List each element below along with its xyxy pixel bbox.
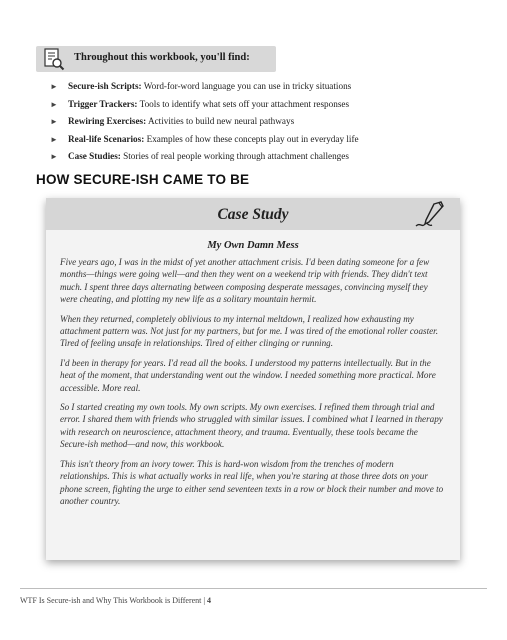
page-footer — [20, 596, 211, 605]
bullet-arrow-icon: ► — [50, 117, 58, 127]
feature-description: Word-for-word language you can use in tricky situations — [141, 81, 352, 91]
feature-term: Trigger Trackers: — [68, 98, 138, 109]
feature-term: Rewiring Exercises: — [68, 116, 147, 127]
case-study-label: Case Study — [217, 206, 289, 223]
bullet-arrow-icon: ► — [50, 99, 58, 109]
bullet-arrow-icon: ► — [50, 152, 58, 162]
bullet-arrow-icon: ► — [50, 134, 58, 144]
story-body — [60, 256, 444, 514]
feature-description: Examples of how these concepts play out in everyday life — [144, 133, 359, 144]
pencil-writing-icon — [414, 200, 448, 230]
story-paragraph: When they returned, completely oblivious to my internal meltdown, I realized how exhausting my attachment pattern was. Not just for my partners, but for me. I was tired of the emotional roller coaster. Tired of feeling unsafe in relationships. Tired of either clinging or running. — [60, 313, 438, 349]
list-item — [50, 113, 470, 131]
list-item — [50, 148, 470, 166]
section-heading: HOW SECURE-ISH CAME TO BE — [36, 172, 250, 187]
list-item — [50, 131, 470, 149]
story-paragraph: This isn't theory from an ivory tower. This is hard-won wisdom from the trenches of modern relationships. This is what actually works in real life, when you're staring at those three dots on your phone screen, fighting the urge to either send seventeen texts in a row or block their number and move to another country. — [60, 458, 444, 506]
feature-term: Case Studies: — [68, 151, 121, 162]
document-magnifier-icon — [40, 46, 66, 72]
feature-description: Stories of real people working through attachment challenges — [120, 151, 349, 162]
feature-list — [50, 78, 470, 166]
callout-title: Throughout this workbook, you'll find: — [74, 52, 250, 63]
feature-description: Activities to build new neural pathways — [146, 116, 295, 127]
feature-term: Secure-ish Scripts: — [68, 81, 142, 91]
feature-term: Real-life Scenarios: — [68, 133, 145, 144]
footer-title: WTF Is Secure-ish and Why This Workbook is Different — [20, 596, 202, 605]
story-paragraph: So I started creating my own tools. My own scripts. My own exercises. I refined them through trial and error. I shared them with friends who struggled with similar issues. I combined what I learned in therapy with research on neuroscience, attachment theory, and trauma. Eventually, these tools became the Secure-ish method—and now, this workbook. — [60, 402, 443, 450]
case-study-card — [46, 198, 460, 560]
page-number: 4 — [207, 596, 212, 605]
story-paragraph: Five years ago, I was in the midst of yet another attachment crisis. I'd been dating someone for a few months—things were going well—and then they went on a weekend trip with friends. They didn't text much. I spent three days alternating between composing desperate messages, convincing myself they were cheating, and plotting my new life as a solitary mountain hermit. — [60, 257, 430, 305]
story-paragraph: I'd been in therapy for years. I'd read all the books. I understood my patterns intellectually. But in the heat of the moment, that understanding went out the window. I needed something more practical. More accessible. More real. — [60, 357, 436, 393]
list-item — [50, 78, 470, 96]
story-title: My Own Damn Mess — [207, 240, 299, 251]
list-item — [50, 96, 470, 114]
bullet-arrow-icon: ► — [50, 82, 58, 91]
feature-description: Tools to identify what sets off your attachment responses — [137, 98, 350, 109]
footer-separator: | — [203, 596, 206, 605]
footer-divider — [20, 588, 487, 589]
